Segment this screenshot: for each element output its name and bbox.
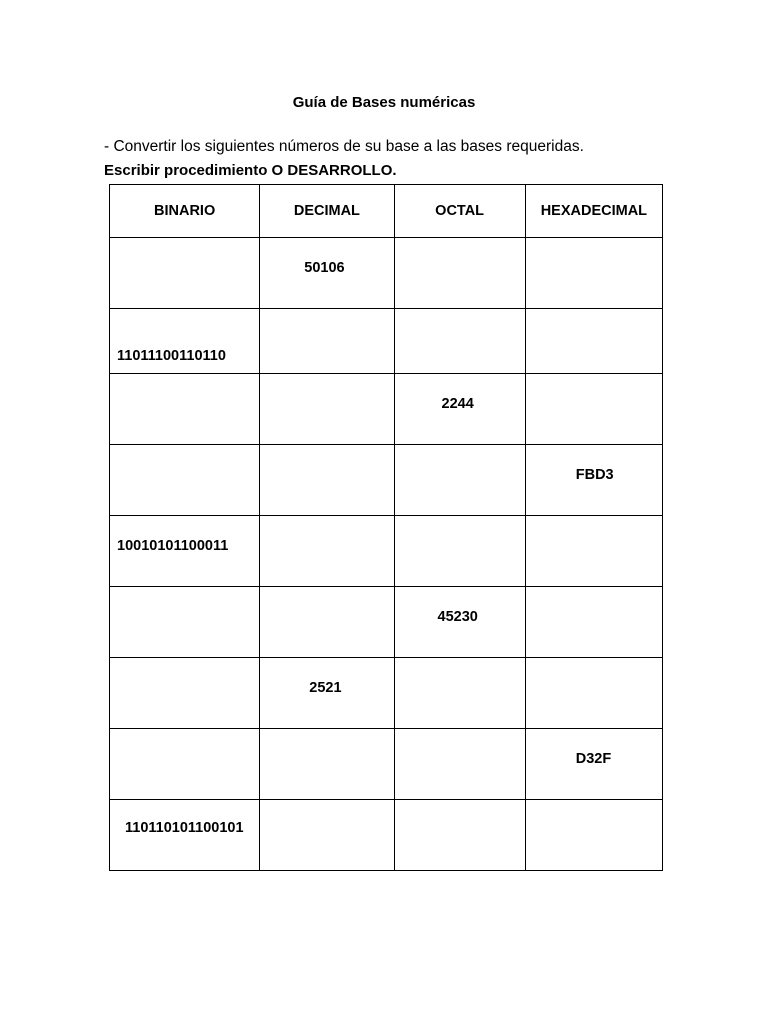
cell-decimal — [260, 729, 394, 800]
cell-binario — [110, 729, 260, 800]
table-row — [110, 238, 663, 309]
cell-decimal — [260, 309, 394, 374]
cell-octal — [394, 516, 525, 587]
table-header-row — [110, 185, 663, 238]
cell-value: 110110101100101 — [125, 820, 244, 836]
cell-hexadecimal — [525, 445, 662, 516]
page-title: Guía de Bases numéricas — [292, 94, 476, 111]
cell-octal — [394, 729, 525, 800]
cell-value: 50106 — [304, 260, 345, 276]
cell-binario — [110, 516, 260, 587]
cell-hexadecimal — [525, 374, 662, 445]
table-row — [110, 309, 663, 374]
cell-hexadecimal — [525, 238, 662, 309]
cell-value: 11011100110110 — [117, 348, 226, 364]
table-row — [110, 800, 663, 871]
cell-hexadecimal — [525, 800, 662, 871]
cell-binario — [110, 374, 260, 445]
conversion-table — [109, 184, 663, 871]
cell-value: 45230 — [437, 609, 478, 625]
cell-binario — [110, 309, 260, 374]
header-decimal: DECIMAL — [260, 185, 394, 238]
table-row — [110, 445, 663, 516]
cell-octal — [394, 658, 525, 729]
cell-octal — [394, 587, 525, 658]
cell-binario — [110, 800, 260, 871]
cell-hexadecimal — [525, 309, 662, 374]
cell-binario — [110, 587, 260, 658]
cell-hexadecimal — [525, 729, 662, 800]
instruction-bold-text: Escribir procedimiento O DESARROLLO. — [104, 162, 397, 179]
table-row — [110, 658, 663, 729]
cell-binario — [110, 658, 260, 729]
cell-octal — [394, 238, 525, 309]
cell-octal — [394, 309, 525, 374]
cell-value: D32F — [575, 751, 612, 767]
cell-decimal — [260, 516, 394, 587]
cell-binario — [110, 445, 260, 516]
cell-hexadecimal — [525, 516, 662, 587]
cell-decimal — [260, 587, 394, 658]
cell-value: 2521 — [309, 680, 342, 696]
cell-hexadecimal — [525, 587, 662, 658]
table-row — [110, 729, 663, 800]
header-binario: BINARIO — [110, 185, 260, 238]
cell-value: 2244 — [441, 396, 474, 412]
cell-octal — [394, 374, 525, 445]
table-row — [110, 516, 663, 587]
cell-value: FBD3 — [575, 467, 614, 483]
table-row — [110, 374, 663, 445]
cell-binario — [110, 238, 260, 309]
cell-decimal — [260, 800, 394, 871]
header-hexadecimal: HEXADECIMAL — [525, 185, 662, 238]
table-row — [110, 587, 663, 658]
cell-value: 10010101100011 — [117, 538, 229, 554]
cell-decimal — [260, 238, 394, 309]
cell-decimal — [260, 445, 394, 516]
header-octal: OCTAL — [394, 185, 525, 238]
cell-hexadecimal — [525, 658, 662, 729]
instruction-text: - Convertir los siguientes números de su base a las bases requeridas. — [104, 138, 584, 155]
cell-octal — [394, 800, 525, 871]
cell-decimal — [260, 658, 394, 729]
cell-decimal — [260, 374, 394, 445]
cell-octal — [394, 445, 525, 516]
